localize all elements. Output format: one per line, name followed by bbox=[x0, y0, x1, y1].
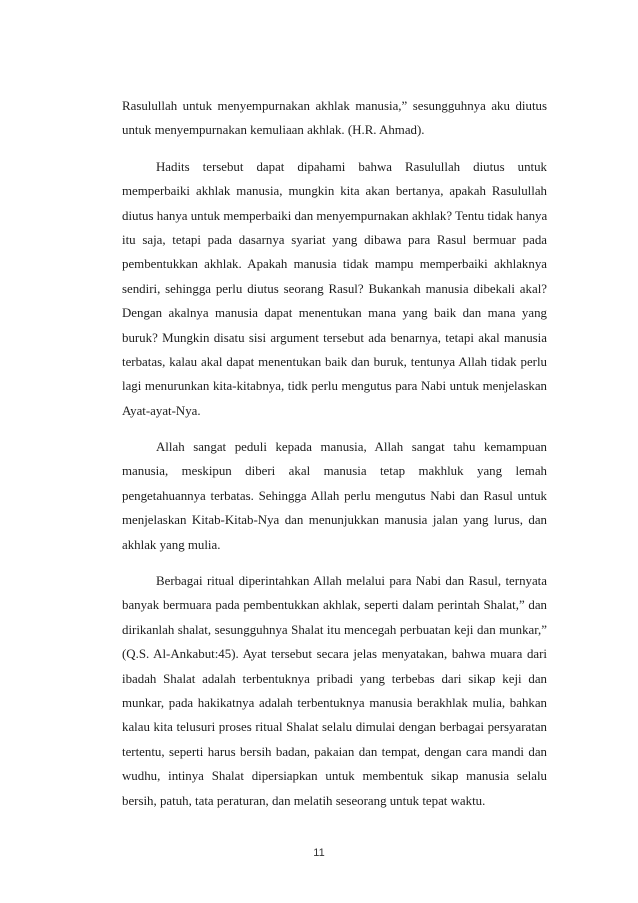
text-line: munkar, pada hakikatnya adalah terbentuknya manusia berakhlak mulia, bahkan bbox=[122, 695, 547, 710]
text-line: (Q.S. Al-Ankabut:45). Ayat tersebut secara jelas menyatakan, bahwa muara dari bbox=[122, 647, 547, 662]
text-line: menjelaskan Kitab-Kitab-Nya dan menunjukkan manusia jalan yang lurus, dan bbox=[122, 513, 547, 528]
text-line: pembentukkan akhlak. Apakah manusia tidak mampu memperbaiki akhlaknya bbox=[122, 257, 547, 272]
body-text bbox=[122, 94, 547, 813]
text-line: wudhu, intinya Shalat dipersiapkan untuk membentuk sikap manusia selalu bbox=[122, 769, 547, 784]
text-line: Allah sangat peduli kepada manusia, Allah sangat tahu kemampuan bbox=[156, 440, 547, 455]
page-number: 11 bbox=[313, 847, 325, 859]
text-line: bersih, patuh, tata peraturan, dan melatih seseorang untuk tepat waktu. bbox=[122, 793, 486, 808]
text-line: diutus hanya untuk memperbaiki dan menyempurnakan akhlak? Tentu tidak hanya bbox=[122, 208, 548, 223]
text-line: ibadah Shalat adalah terbentuknya pribadi yang terbebas dari sikap keji dan bbox=[122, 671, 547, 686]
text-line: akhlak yang mulia. bbox=[122, 537, 221, 552]
text-line: Hadits tersebut dapat dipahami bahwa Rasulullah diutus untuk bbox=[156, 159, 547, 174]
paragraph-4 bbox=[122, 569, 547, 813]
text-line: lagi menurunkan kita-kitabnya, tidk perlu mengutus para Nabi untuk menjelaskan bbox=[122, 379, 547, 394]
text-line: untuk menyempurnakan kemuliaan akhlak. (H.R. Ahmad). bbox=[122, 123, 425, 138]
text-line: dirikanlah shalat, sesungguhnya Shalat itu mencegah perbuatan keji dan munkar,” bbox=[122, 622, 547, 637]
text-line: tertentu, seperti harus bersih badan, pakaian dan tempat, dengan cara mandi dan bbox=[122, 744, 547, 759]
text-line: memperbaiki akhlak manusia, mungkin kita akan bertanya, apakah Rasulullah bbox=[122, 184, 547, 199]
text-line: buruk? Mungkin disatu sisi argument tersebut ada benarnya, tetapi akal manusia bbox=[122, 330, 547, 345]
text-line: banyak bermuara pada pembentukkan akhlak, seperti dalam perintah Shalat,” dan bbox=[122, 598, 547, 613]
text-line: manusia, meskipun diberi akal manusia tetap makhluk yang lemah bbox=[122, 464, 547, 479]
text-line: Ayat-ayat-Nya. bbox=[122, 403, 201, 418]
paragraph-3 bbox=[122, 435, 547, 557]
text-line: kalau kita telusuri proses ritual Shalat selalu dimulai dengan berbagai persyaratan bbox=[122, 720, 547, 735]
text-line: Rasulullah untuk menyempurnakan akhlak manusia,” sesungguhnya aku diutus bbox=[122, 99, 547, 113]
text-line: Berbagai ritual diperintahkan Allah melalui para Nabi dan Rasul, ternyata bbox=[156, 574, 547, 589]
text-line: itu saja, tetapi pada dasarnya syariat yang dibawa para Rasul bermuar pada bbox=[122, 232, 547, 247]
text-line: sendiri, sehingga perlu diutus seorang Rasul? Bukankah manusia dibekali akal? bbox=[122, 281, 547, 296]
text-line: terbatas, kalau akal dapat menentukan baik dan buruk, tentunya Allah tidak perlu bbox=[122, 354, 547, 369]
paragraph-2 bbox=[122, 155, 547, 423]
text-line: Dengan akalnya manusia dapat menentukan mana yang baik dan mana yang bbox=[122, 306, 547, 321]
text-line: pengetahuannya terbatas. Sehingga Allah perlu mengutus Nabi dan Rasul untuk bbox=[122, 488, 547, 503]
paragraph-1 bbox=[122, 94, 547, 143]
